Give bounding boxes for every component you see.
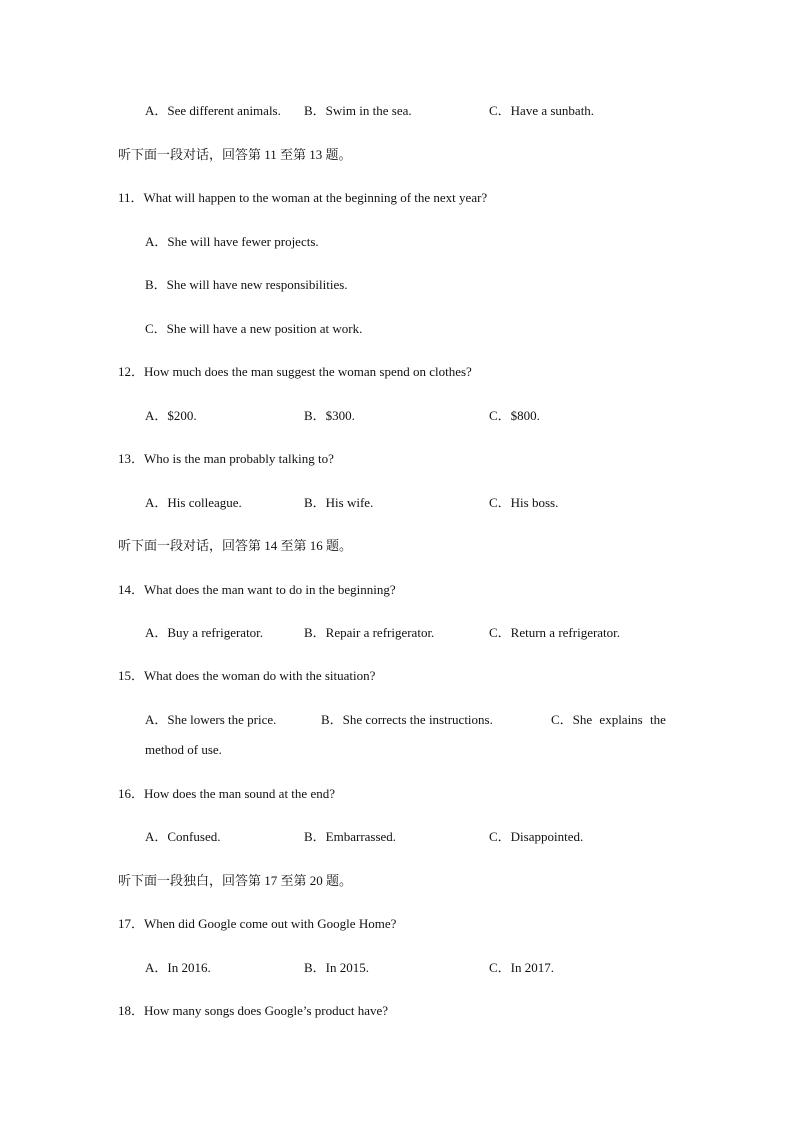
option-a: A．She lowers the price.: [145, 712, 277, 727]
section-heading: 听下面一段对话，回答第 11 至第 13 题。: [118, 147, 352, 162]
option-c: C．Disappointed.: [489, 829, 584, 844]
question-stem: 14．What does the man want to do in the beginning?: [118, 582, 396, 597]
question-stem: 13．Who is the man probably talking to?: [118, 451, 334, 466]
option-b: B．She will have new responsibilities.: [145, 277, 348, 292]
option-b: B．$300.: [304, 408, 355, 423]
option-c: C．Return a refrigerator.: [489, 625, 621, 640]
option-c: C．In 2017.: [489, 960, 555, 975]
option-a: A．$200.: [145, 408, 197, 423]
question-stem: 11．What will happen to the woman at the beginning of the next year?: [118, 190, 488, 205]
option-c-continuation: method of use.: [145, 742, 222, 757]
option-b: B．She corrects the instructions.: [321, 712, 493, 727]
section-heading: 听下面一段对话，回答第 14 至第 16 题。: [118, 538, 353, 553]
option-c: C．$800.: [489, 408, 540, 423]
option-b: B．In 2015.: [304, 960, 370, 975]
question-stem: 18．How many songs does Google’s product have?: [118, 1003, 389, 1018]
option-a: A．In 2016.: [145, 960, 211, 975]
question-stem: 17．When did Google come out with Google Home?: [118, 916, 397, 931]
question-stem: 12．How much does the man suggest the woman spend on clothes?: [118, 364, 472, 379]
question-stem: 16．How does the man sound at the end?: [118, 786, 335, 801]
option-a: A．His colleague.: [145, 495, 242, 510]
option-c: C．Have a sunbath.: [489, 103, 595, 118]
option-c: C．She explains the: [551, 712, 666, 727]
option-c: C．His boss.: [489, 495, 559, 510]
section-heading: 听下面一段独白，回答第 17 至第 20 题。: [118, 873, 353, 888]
option-a: A．See different animals.: [145, 103, 281, 118]
option-c: C．She will have a new position at work.: [145, 321, 363, 336]
option-a: A．Confused.: [145, 829, 221, 844]
option-b: B．Swim in the sea.: [304, 103, 412, 118]
option-a: A．Buy a refrigerator.: [145, 625, 264, 640]
option-b: B．Embarrassed.: [304, 829, 397, 844]
option-b: B．Repair a refrigerator.: [304, 625, 435, 640]
option-a: A．She will have fewer projects.: [145, 234, 319, 249]
question-stem: 15．What does the woman do with the situation?: [118, 668, 376, 683]
option-b: B．His wife.: [304, 495, 374, 510]
